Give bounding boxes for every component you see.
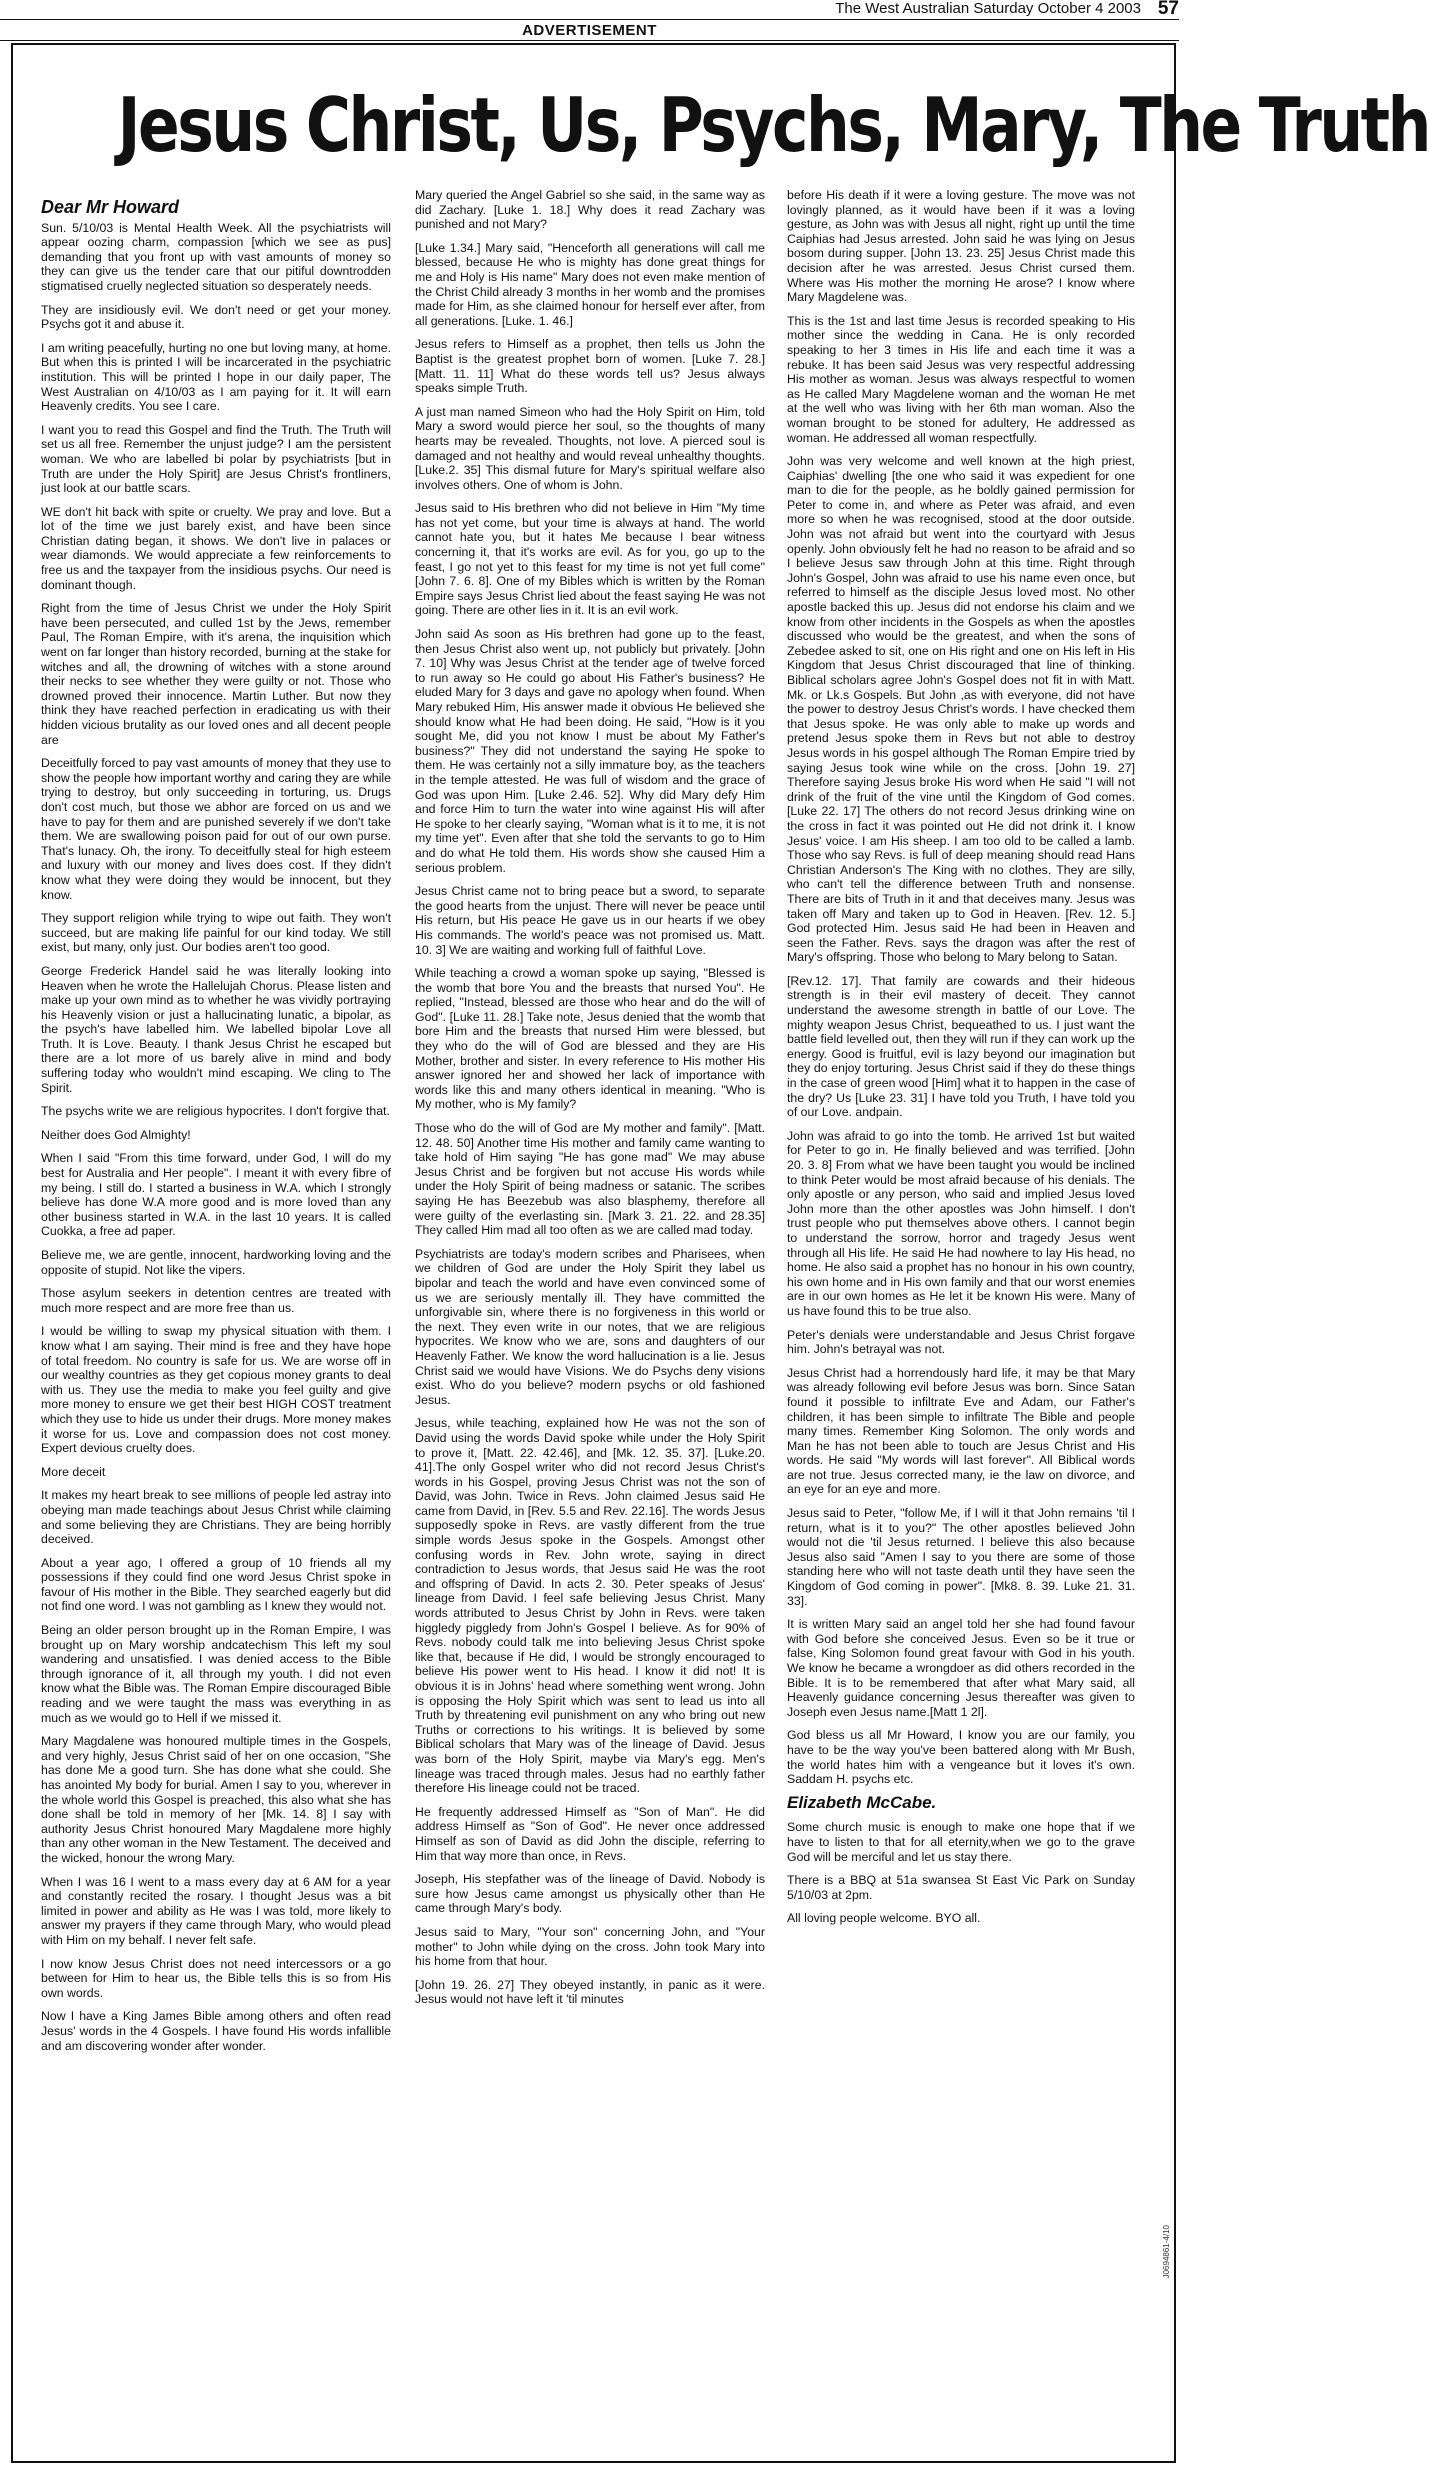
paragraph: I now know Jesus Christ does not need intercessors or a go between for Him to hear us, the Bible tells this is so from His own words.	[41, 1956, 391, 2000]
paragraph: before His death if it were a loving gesture. The move was not lovingly planned, as it would have been if it was a loving gesture, as John was with Jesus all night, right up until the time Caiphias had Jesus arrested. John said he was lying on Jesus bosom during supper. [John 13. 23. 25] Jesus Christ made this decision after he was arrested. Jesus Christ cursed them. Where was His mother the morning He arose? I know where Mary Magdelene was.	[787, 188, 1135, 305]
paragraph: Deceitfully forced to pay vast amounts of money that they use to show the people how important worthy and caring they are while trying to destroy, but only succeeding in torturing, us. Drugs don't cost much, but those we abhor are forced on us and we have to pay for them and are punished severely if we don't take them. We are swallowing poison paid for out of our own purse. That's lunacy. Oh, the irony. To deceitfully steal for high esteem and luxury with our money and lives does cost. If they didn't know what they were doing they would be innocent, but they know.	[41, 756, 391, 902]
paragraph: [Luke 1.34.] Mary said, "Henceforth all generations will call me blessed, because He who is mighty has done great things for me and Holy is His name" Mary does not even make mention of the Christ Child already 3 months in her womb and the promises made for Him, as she claimed honour for herself ever after, from all generations. [Luke. 1. 46.]	[415, 240, 765, 328]
paragraph: Peter's denials were understandable and Jesus Christ forgave him. John's betrayal was not.	[787, 1327, 1135, 1357]
paragraph: Joseph, His stepfather was of the lineage of David. Nobody is sure how Jesus came amongst us physically other than He came through Mary's body.	[415, 1872, 765, 1916]
paragraph: More deceit	[41, 1464, 106, 1479]
paragraph: [Rev.12. 17]. That family are cowards and their hideous strength is in their evil mastery of deceit. They cannot understand the awesome strength in battle of our Love. The mighty weapon Jesus Christ, bequeathed to us. I just want the battle field levelled out, then they will run if they can work up the energy. Good is fruitful, evil is lazy beyond our imagination but they do enjoy torturing. Jesus Christ said if they do these things in the case of green wood [Him] what it to happen in the case of the dry? Us [Luke 23. 31] I have told you Truth, I have told you of our Love. andpain.	[787, 973, 1135, 1120]
paragraph: All loving people welcome. BYO all.	[787, 1911, 981, 1926]
paragraph: Jesus Christ had a horrendously hard life, it may be that Mary was already following evil before Jesus was born. Since Satan found it possible to infiltrate Eve and Adam, our Father's children, it has been simple to infiltrate The Bible and people many times. Remember King Solomon. The only words and Man he has not been able to touch are Jesus Christ and His words. He said "My words will last forever". All Biblical words are not true. Jesus corrected many, ie the law on divorce, and an eye for an eye and more.	[787, 1365, 1135, 1497]
paragraph: Jesus said to His brethren who did not believe in Him "My time has not yet come, but your time is always at hand. The world cannot hate you, but it hates Me because I bear witness concerning it, that it's works are evil. As for you, go up to the feast, I go not yet to this feast for my time is not yet full come" [John 7. 6. 8]. One of my Bibles which is written by the Roman Empire says Jesus Christ lied about the feast saying He was not going. There are other lies in it. It is an evil work.	[415, 501, 765, 618]
page-number: 57	[1157, 0, 1179, 19]
paragraph: This is the 1st and last time Jesus is recorded speaking to His mother since the wedding in Cana. He is only recorded speaking to her 3 times in His life and each time it was a rebuke. It has been said Jesus was very respectful addressing His mother as woman. Jesus was always respectful to women as He called Mary Magdelene woman and the woman He met at the well who was living with her 6th man woman. Also the woman brought to be stoned for adultery, He addressed as woman. He addressed all woman respectfully.	[787, 313, 1135, 445]
column-3	[787, 188, 1135, 1935]
paragraph: Mary queried the Angel Gabriel so she said, in the same way as did Zachary. [Luke 1. 18.] Why does it read Zachary was punished and not Mary?	[415, 188, 765, 232]
column-3-body	[787, 188, 1135, 1787]
paragraph: Those asylum seekers in detention centres are treated with much more respect and are more free than us.	[41, 1286, 391, 1315]
paragraph: The psychs write we are religious hypocrites. I don't forgive that.	[41, 1104, 390, 1119]
paragraph: I am writing peacefully, hurting no one but loving many, at home. But when this is printed I will be incarcerated in the psychiatric institution. This will be printed I hope in our daily paper, The West Australian on 4/10/03 as I am paying for it. It will earn Heavenly credits. You see I care.	[41, 340, 391, 414]
paragraph: I want you to read this Gospel and find the Truth. The Truth will set us all free. Remember the unjust judge? I am the persistent woman. We who are labelled bi polar by psychiatrists [but in Truth are under the Holy Spirit] are Jesus Christ's frontliners, just look at our battle scars.	[41, 422, 391, 496]
paragraph: It makes my heart break to see millions of people led astray into obeying man made teachings about Jesus Christ while claiming and some believing they are Christians. They are being horribly deceived.	[41, 1488, 391, 1547]
ad-reference-code: J0694861-4/10	[1162, 2225, 1171, 2279]
paragraph: Some church music is enough to make one hope that if we have to listen to that for all eternity,when we go to the grave God will be merciful and let us stay there.	[787, 1820, 1135, 1864]
paragraph: About a year ago, I offered a group of 10 friends all my possessions if they could find one word Jesus Christ spoke in favour of His mother in the Bible. They searched eagerly but did not find one word. I was not gambling as I knew they would not.	[41, 1555, 391, 1614]
paragraph: WE don't hit back with spite or cruelty. We pray and love. But a lot of the time we just barely exist, and have been since Christian dating began, it shows. We don't live in palaces or wear diamonds. We would appreciate a few reinforcements to free us and the taxpayer from the insidious psychs. Our need is dominant though.	[41, 504, 391, 592]
paragraph: A just man named Simeon who had the Holy Spirit on Him, told Mary a sword would pierce her soul, so the thoughts of many hearts may be revealed. Thoughts, not love. A pierced soul is damaged and not healthy and would reveal unhealthy thoughts. [Luke.2. 35] This dismal future for Mary's spiritual welfare also involves others. One of whom is John.	[415, 404, 765, 492]
paragraph: Jesus said to Peter, "follow Me, if I will it that John remains 'til I return, what is it to you?" The other apostles believed John would not die 'til Jesus returned. I believe this also because Jesus also said "Amen I say to you there are some of those standing here who will not taste death until they have seen the Kingdom of God coming in power". [Mk8. 8. 39. Luke 21. 31. 33].	[787, 1506, 1135, 1608]
paragraph: John was afraid to go into the tomb. He arrived 1st but waited for Peter to go in. He finally believed and was terrified. [John 20. 3. 8] From what we have been taught you would be inclined to think Peter would be most afraid because of his denials. The only apostle or any person, who said and implied Jesus loved John more than the other apostles was John himself. I don't trust people who put themselves above others. I cannot begin to understand the sorrow, horror and tragedy Jesus went through all His life. He said He had nowhere to lay His head, no home. He also said a prophet has no honour in his own country, his own home and in His own family and that our worst enemies are in our own homes as He let it be known His were. Many of us have found this to be true also.	[787, 1128, 1135, 1318]
paragraph: There is a BBQ at 51a swansea St East Vic Park on Sunday 5/10/03 at 2pm.	[787, 1873, 1135, 1902]
column-1	[41, 197, 391, 2062]
paragraph: He frequently addressed Himself as "Son of Man". He did address Himself as "Son of God". He never once addressed Himself as son of David as did John the disciple, referring to Him that way more than once, in Revs.	[415, 1804, 765, 1863]
paragraph: When I was 16 I went to a mass every day at 6 AM for a year and constantly recited the rosary. I thought Jesus was a bit limited in power and ability as He was I was told, more likely to answer my prayers if they came through Mary, who would plead with Him on my behalf. I never felt safe.	[41, 1874, 391, 1947]
paragraph: Jesus said to Mary, "Your son" concerning John, and "Your mother" to John while dying on the cross. John took Mary into his home from that hour.	[415, 1924, 765, 1969]
paragraph: John was very welcome and well known at the high priest, Caiphias' dwelling [the one who said it was expedient for one man to die for the people, as he boldly gained permission for Peter to come in, and where as Peter was afraid, and even more so when he was recognised, stood at the door outside. John was not afraid but went into the courtyard with Jesus openly. John obviously felt he had no reason to be afraid and so I believe Jesus saw through John at this time. Right through John's Gospel, John was afraid to use his name even once, but referred to himself as the disciple Jesus loved most. No other apostle backed this up. Jesus did not endorse his claim and we know from other incidents in the Gospels as when the apostles discussed who would be the greatest, and when the sons of Zebedee asked to sit, one on His right and one on His left in His Kingdom that Jesus Christ discouraged that line of thinking. Biblical scholars agree John's Gospel does not fit in with Matt. Mk. or Lk.s Gospels. But John ,as with everyone, did not have the power to destroy Jesus Christ's words. I have checked them that Jesus spoke. He was only able to make up words and pretend Jesus spoke them in Revs but not able to destroy Jesus words in his gospel although The Roman Empire tried by saying Jesus took wine while on the cross. [John 19. 27] Therefore saying Jesus broke His word when He said "I will not drink of the fruit of the vine until the Kingdom of God comes. [Luke 22. 17] The others do not record Jesus drinking wine on the cross in fact it was pointed out He did not drink it. I know Jesus' voice. I am His sheep. I am too old to be called a lamb. Those who say Revs. is full of deep meaning should read Hans Christian Anderson's The King with no clothes. They are silly, who can't tell the difference between Truth and nonsense. There are bits of Truth in it and that deceives many. Jesus was taken off Mary and taken up to God in Heaven. [Rev. 12. 5.] God protected Him. Jesus said He had been in Heaven and seen the Father. Revs. says the dragon was after the rest of Mary's offspring. Those who belong to Mary belong to Satan.	[787, 454, 1135, 965]
column-2	[415, 188, 765, 2016]
paragraph: Jesus Christ came not to bring peace but a sword, to separate the good hearts from the unjust. There will never be peace until His return, but His peace He gave us in our hearts if we obey His commands. The world's peace was not promised us. Matt. 10. 3] We are waiting and working full of faithful Love.	[415, 884, 765, 957]
paragraph: Being an older person brought up in the Roman Empire, I was brought up on Mary worship andcatechism This left my soul wandering and unsatisfied. I was denied access to the Bible through ignorance of it, all through my youth. I did not even know what the Bible was. The Roman Empire discouraged Bible reading and we were taught the mass was everything in as much as we would go to Hell if we missed it.	[41, 1623, 391, 1725]
paragraph: Believe me, we are gentle, innocent, hardworking loving and the opposite of stupid. Not like the vipers.	[41, 1248, 391, 1277]
paragraph: Mary Magdalene was honoured multiple times in the Gospels, and very highly, Jesus Christ said of her on one occasion, "She has done Me a good turn. She has done what she could. She has anointed My body for burial. Amen I say to you, wherever in the whole world this Gospel is preached, this also what she has done shall be told in memory of her [Mk. 14. 8] I say with authority Jesus Christ honoured Mary Magdalene more highly than any other woman in the New Testament. The deceived and the wicked, honour the wrong Mary.	[41, 1734, 391, 1865]
paragraph: While teaching a crowd a woman spoke up saying, "Blessed is the womb that bore You and the breasts that nursed You". He replied, "Instead, blessed are those who hear and do the will of God". [Luke 11. 28.] Take note, Jesus denied that the womb that bore Him and the breasts that nursed Him were blessed, but they who do the will of God are blessed and they are His Mother, brother and sister. In every reference to His mother His answer ignored her and showed her lack of importance with words like this and many others identical in meaning. "Who is My mother, who is My family?	[415, 966, 765, 1112]
paragraph: Jesus, while teaching, explained how He was not the son of David using the words David spoke while under the Holy Spirit to prove it, [Matt. 22. 42.46], and [Mk. 12. 35. 37]. [Luke.20. 41].The only Gospel writer who did not record Jesus Christ's words in his Gospel, proving Jesus Christ was not the son of David, was John. Twice in Revs. John claimed Jesus said He came from David, in [Rev. 5.5 and Rev. 22.16]. The words Jesus supposedly spoke in Revs. are vastly different from the true simple words Jesus spoke in the Gospels. Amongst other confusing words in Rev. John wrote, saying in direct contradiction to Jesus words, that Jesus said He was the root and offspring of David. In acts 2. 30. Peter speaks of Jesus' lineage from David. I feel safe believing Jesus Christ. Many words attributed to Jesus Christ by John in Revs. were taken higgledy piggledy from John's Gospel I believe. As for 90% of Revs. nobody could talk me into believing Jesus Christ spoke like that, because if He did, I would be strongly encouraged to believe His power went to His head. I know it did not! It is obvious it is in Johns' head where something went wrong. John is opposing the Holy Spirit which was sent to lead us into all Truth by threatening evil punishment on any who bring out new Truths or corrections to his writings. It is believed by some Biblical scholars that Mary was of the lineage of David. Jesus was born of the Holy Spirit, maybe via Mary's egg. Men's lineage was traced through males. Jesus had no earthly father therefore His lineage could not be traced.	[415, 1416, 765, 1796]
advert-rule	[0, 40, 1179, 41]
paragraph: They support religion while trying to wipe out faith. They won't succeed, but are making life painful for our kind today. We still exist, but many, only just. Our bodies aren't too good.	[41, 911, 391, 955]
column-2-body	[415, 188, 765, 2007]
column-3-postscript	[787, 1820, 1135, 1926]
paragraph: It is written Mary said an angel told her she had found favour with God before she conceived Jesus. Even so be it true or false, King Solomon found great favour with God in his youth. We know he became a wrongdoer as did others recorded in the Bible. It is to be remembered that after what Mary said, all Heavenly guidance concerning Jesus thereafter was given to Joseph even Jesus name.[Matt 1 2l].	[787, 1617, 1135, 1719]
top-rule	[0, 19, 1179, 20]
paragraph: When I said "From this time forward, under God, I will do my best for Australia and Her people". I meant it with every fibre of my being. I still do. I started a business in W.A. which I strongly believe has done W.A more good and is more loved than any other business started in W.A. in the last 10 years. It is called Cuokka, a free ad paper.	[41, 1151, 391, 1239]
paragraph: John said As soon as His brethren had gone up to the feast, then Jesus Christ also went up, not publicly but privately. [John 7. 10] Why was Jesus Christ at the tender age of twelve forced to run away so He could go about His Father's business? He eluded Mary for 3 days and gave no apology when found. When Mary rebuked Him, His answer made it obvious He believed she should know what He had been doing. He said, "How is it you sought Me, did you not know I must be about My Father's business?" They did not understand the saying He spoke to them. He was certainly not a silly immature boy, as the teachers in the temple attested. He was full of wisdom and the grace of God was upon Him. [Luke 2.46. 52]. Why did Mary defy Him and force Him to turn the water into wine against His will after He spoke to her clearly saying, "Woman what is it to me, it is not my time yet". Even after that she told the servants to go to Him and do what He told them. His words show she caused Him a serious problem.	[415, 627, 765, 875]
paragraph: Right from the time of Jesus Christ we under the Holy Spirit have been persecuted, and culled 1st by the Jews, remember Paul, The Roman Empire, with it's arena, the inquisition which went on far longer than history recorded, burning at the stake for witches and all, the drowning of witches with a stone around their necks to see whether they were guilty or not. Those who drowned proved their innocence. Martin Luther. But now they think they have reached perfection in eradicating us with their hidden vicious brutality as our loved ones and all decent people are	[41, 601, 391, 747]
publication-line: The West Australian Saturday October 4 2003	[835, 0, 1141, 17]
paragraph: God bless us all Mr Howard, I know you are our family, you have to be the way you've been battered along with Mr Bush, the world hates him with a vengeance but it loves it's own. Saddam H. psychs etc.	[787, 1728, 1135, 1787]
paragraph: [John 19. 26. 27] They obeyed instantly, in panic as it were. Jesus would not have left it 'til minutes	[415, 1977, 765, 2007]
paragraph: Psychiatrists are today's modern scribes and Pharisees, when we children of God are under the Holy Spirit they label us bipolar and teach the world and have even convinced some of us we are seriously mentally ill. They have committed the unforgivable sin, where there is no forgiveness in this world or the next. They even write in our notes, that we are religious hypocrites. We know who we are, sons and daughters of our Heavenly Father. We know the word hallucination is a lie. Jesus Christ said we would have Visions. We do Psychs deny visions exist. Who do you believe? modern psychs or old fashioned Jesus.	[415, 1246, 765, 1407]
salutation: Dear Mr Howard	[41, 197, 180, 217]
paragraph: Now I have a King James Bible among others and often read Jesus' words in the 4 Gospels. I have found His words infallible and am discovering wonder after wonder.	[41, 2009, 391, 2053]
paragraph: Neither does God Almighty!	[41, 1127, 191, 1142]
paragraph: George Frederick Handel said he was literally looking into Heaven when he wrote the Hallelujah Chorus. Please listen and make up your own mind as to whether he was vividly portraying his Heavenly vision or just a hallucinating lunatic, a bipolar, as the psych's have labelled him. We labelled bipolar Love all Truth. It is Love. Beauty. I thank Jesus Christ he escaped but there are a lot more of us barely alive in mind and body suffering today who wouldn't mind escaping. We cling to The Spirit.	[41, 963, 391, 1095]
paragraph: They are insidiously evil. We don't need or get your money. Psychs got it and abuse it.	[41, 302, 391, 332]
headline: Jesus Christ, Us, Psychs, Mary, The Truth	[117, 81, 1429, 169]
paragraph: Sun. 5/10/03 is Mental Health Week. All the psychiatrists will appear oozing charm, compassion [which we see as pus] demanding that you front up with vast amounts of money so they can give us the tender care that our pitiful downtrodden stigmatised cruelly neglected situation so desperately needs.	[41, 220, 391, 293]
masthead	[0, 0, 1179, 18]
column-1-body	[41, 221, 391, 2054]
paragraph: Jesus refers to Himself as a prophet, then tells us John the Baptist is the greatest prophet born of women. [Luke 7. 28.] [Matt. 11. 11] What do these words tell us? Jesus always speaks simple Truth.	[415, 337, 765, 396]
signature: Elizabeth McCabe.	[787, 1792, 937, 1812]
paragraph: Those who do the will of God are My mother and family". [Matt. 12. 48. 50] Another time His mother and family came wanting to take hold of Him saying "He has gone mad" We may abuse Jesus Christ and be forgiven but not accuse His words while under the Holy Spirit of being madness or satanic. The scribes saying He has Beezebub was also blasphemy, therefore all were guilty of the everlasting sin. [Mark 3. 21. 22. and 28.35] They called Him mad all too often as we are called mad today.	[415, 1121, 765, 1238]
advertisement-label: ADVERTISEMENT	[522, 22, 657, 39]
paragraph: I would be willing to swap my physical situation with them. I know what I am saying. Their mind is free and they have hope of total freedom. No country is safe for us. We are worse off in our wealthy countries as they get copious money grants to deal with us. They use the media to make you feel guilty and give more money to ensure we get their best HIGH COST treatment which they use to hide us under their drugs. More money makes it worse for us. Love and compassion does not cost money. Expert devious cruelty does.	[41, 1324, 391, 1456]
